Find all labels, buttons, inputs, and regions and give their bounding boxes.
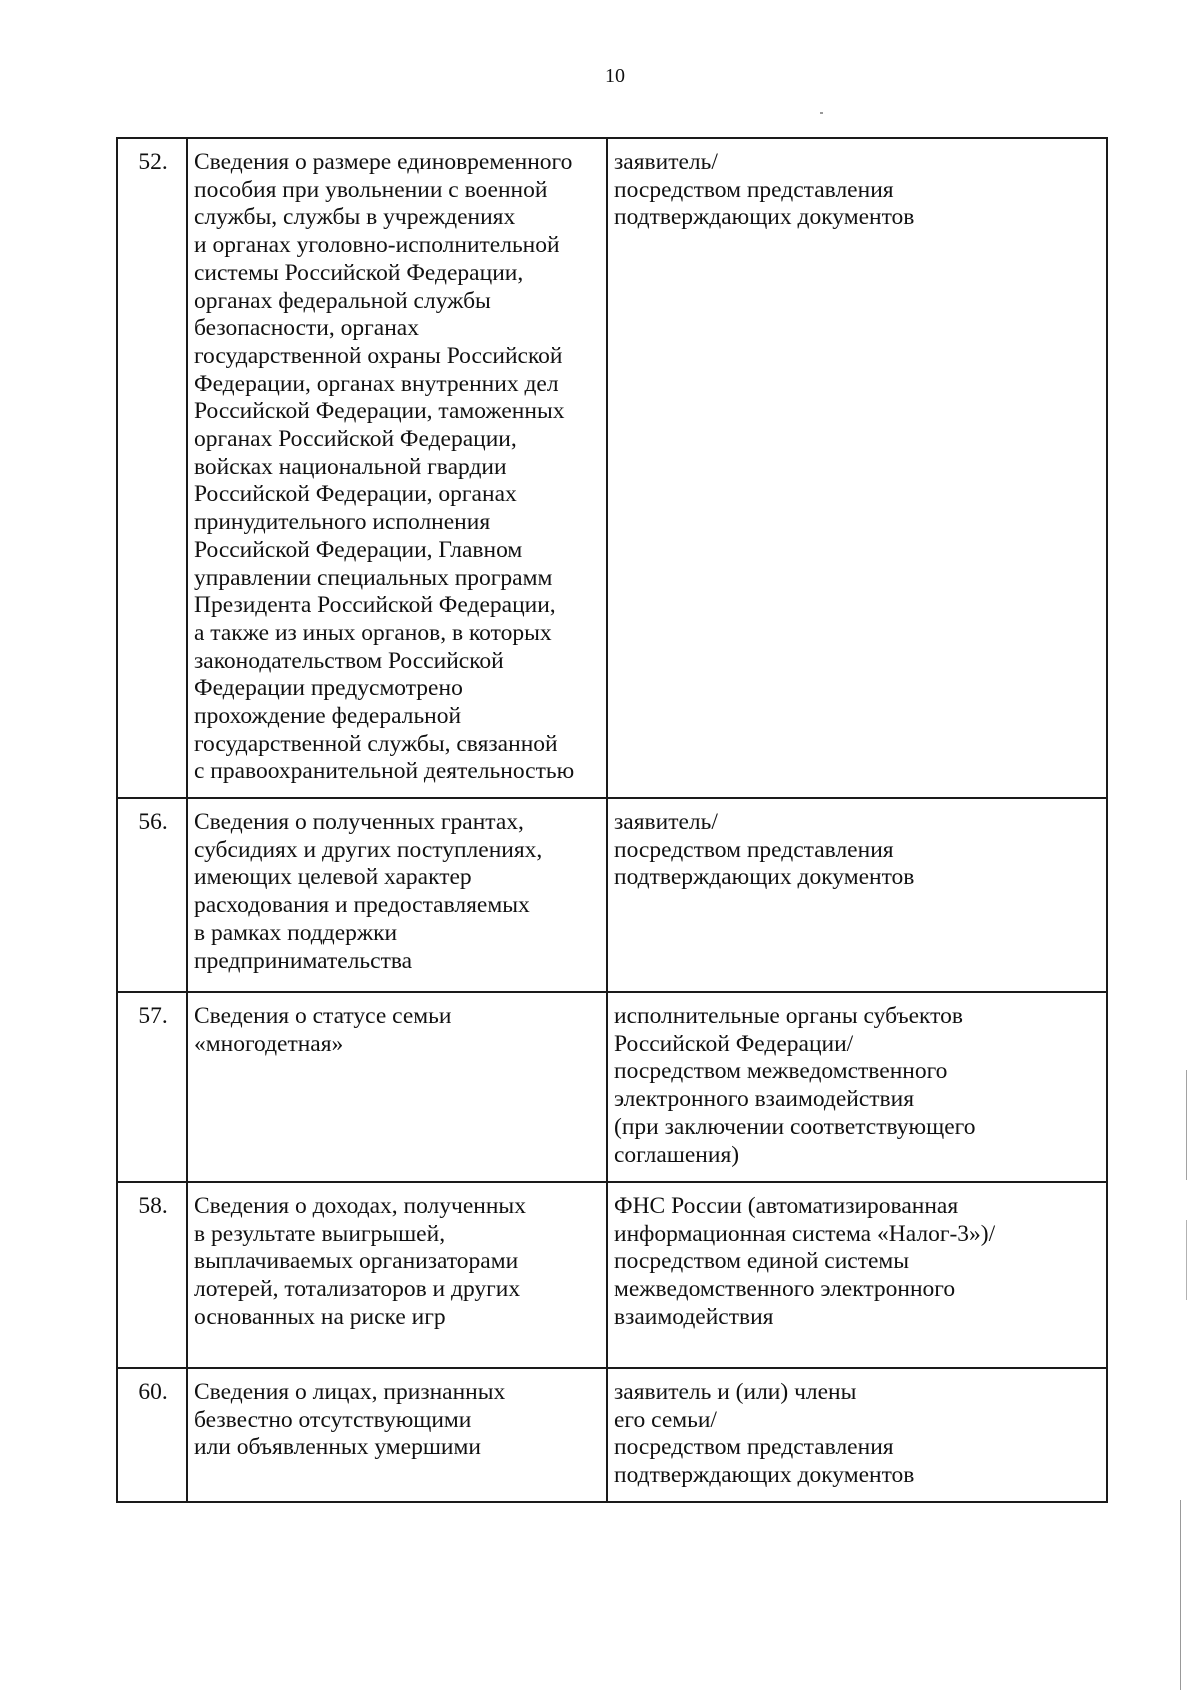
information-cell: Сведения о лицах, признанных безвестно отсутствующими или объявленных умершими [187, 1368, 607, 1502]
table-row [117, 138, 1107, 798]
source-cell: ФНС России (автоматизированная информационная система «Налог-3»)/ посредством единой системы межведомственного электронного взаимодействия [607, 1182, 1107, 1368]
scan-edge-mark [1186, 1220, 1187, 1300]
table-row [117, 1182, 1107, 1368]
table-row [117, 1368, 1107, 1502]
row-number: 52. [117, 138, 187, 798]
source-cell: исполнительные органы субъектов Российской Федерации/ посредством межведомственного электронного взаимодействия (при заключении соответствующего соглашения) [607, 992, 1107, 1182]
table-row [117, 992, 1107, 1182]
information-cell: Сведения о статусе семьи «многодетная» [187, 992, 607, 1182]
information-cell: Сведения о полученных грантах, субсидиях и других поступлениях, имеющих целевой характер расходования и предоставляемых в рамках поддержки предпринимательства [187, 798, 607, 992]
scan-speck [820, 112, 823, 114]
information-cell: Сведения о размере единовременного пособия при увольнении с военной службы, службы в учреждениях и органах уголовно-исполнительной системы Российской Федерации, органах федеральной службы безопасности, органах государственной охраны Российской Федерации, органах внутренних дел Российской Федерации, таможенных органах Российской Федерации, войсках национальной гвардии Российской Федерации, органах принудительного исполнения Российской Федерации, Главном управлении специальных программ Президента Российской Федерации, а также из иных органов, в которых законодательством Российской Федерации предусмотрено прохождение федеральной государственной службы, связанной с правоохранительной деятельностью [187, 138, 607, 798]
source-cell: заявитель/ посредством представления подтверждающих документов [607, 798, 1107, 992]
source-cell: заявитель и (или) члены его семьи/ посредством представления подтверждающих документов [607, 1368, 1107, 1502]
services-table [116, 137, 1108, 1503]
source-cell: заявитель/ посредством представления подтверждающих документов [607, 138, 1107, 798]
table-row [117, 798, 1107, 992]
information-cell: Сведения о доходах, полученных в результате выигрышей, выплачиваемых организаторами лотерей, тотализаторов и других основанных на риске игр [187, 1182, 607, 1368]
page-number: 10 [605, 65, 625, 87]
row-number: 58. [117, 1182, 187, 1368]
scan-edge-mark [1180, 1500, 1181, 1690]
row-number: 56. [117, 798, 187, 992]
row-number: 60. [117, 1368, 187, 1502]
row-number: 57. [117, 992, 187, 1182]
scan-edge-mark [1186, 1070, 1187, 1180]
